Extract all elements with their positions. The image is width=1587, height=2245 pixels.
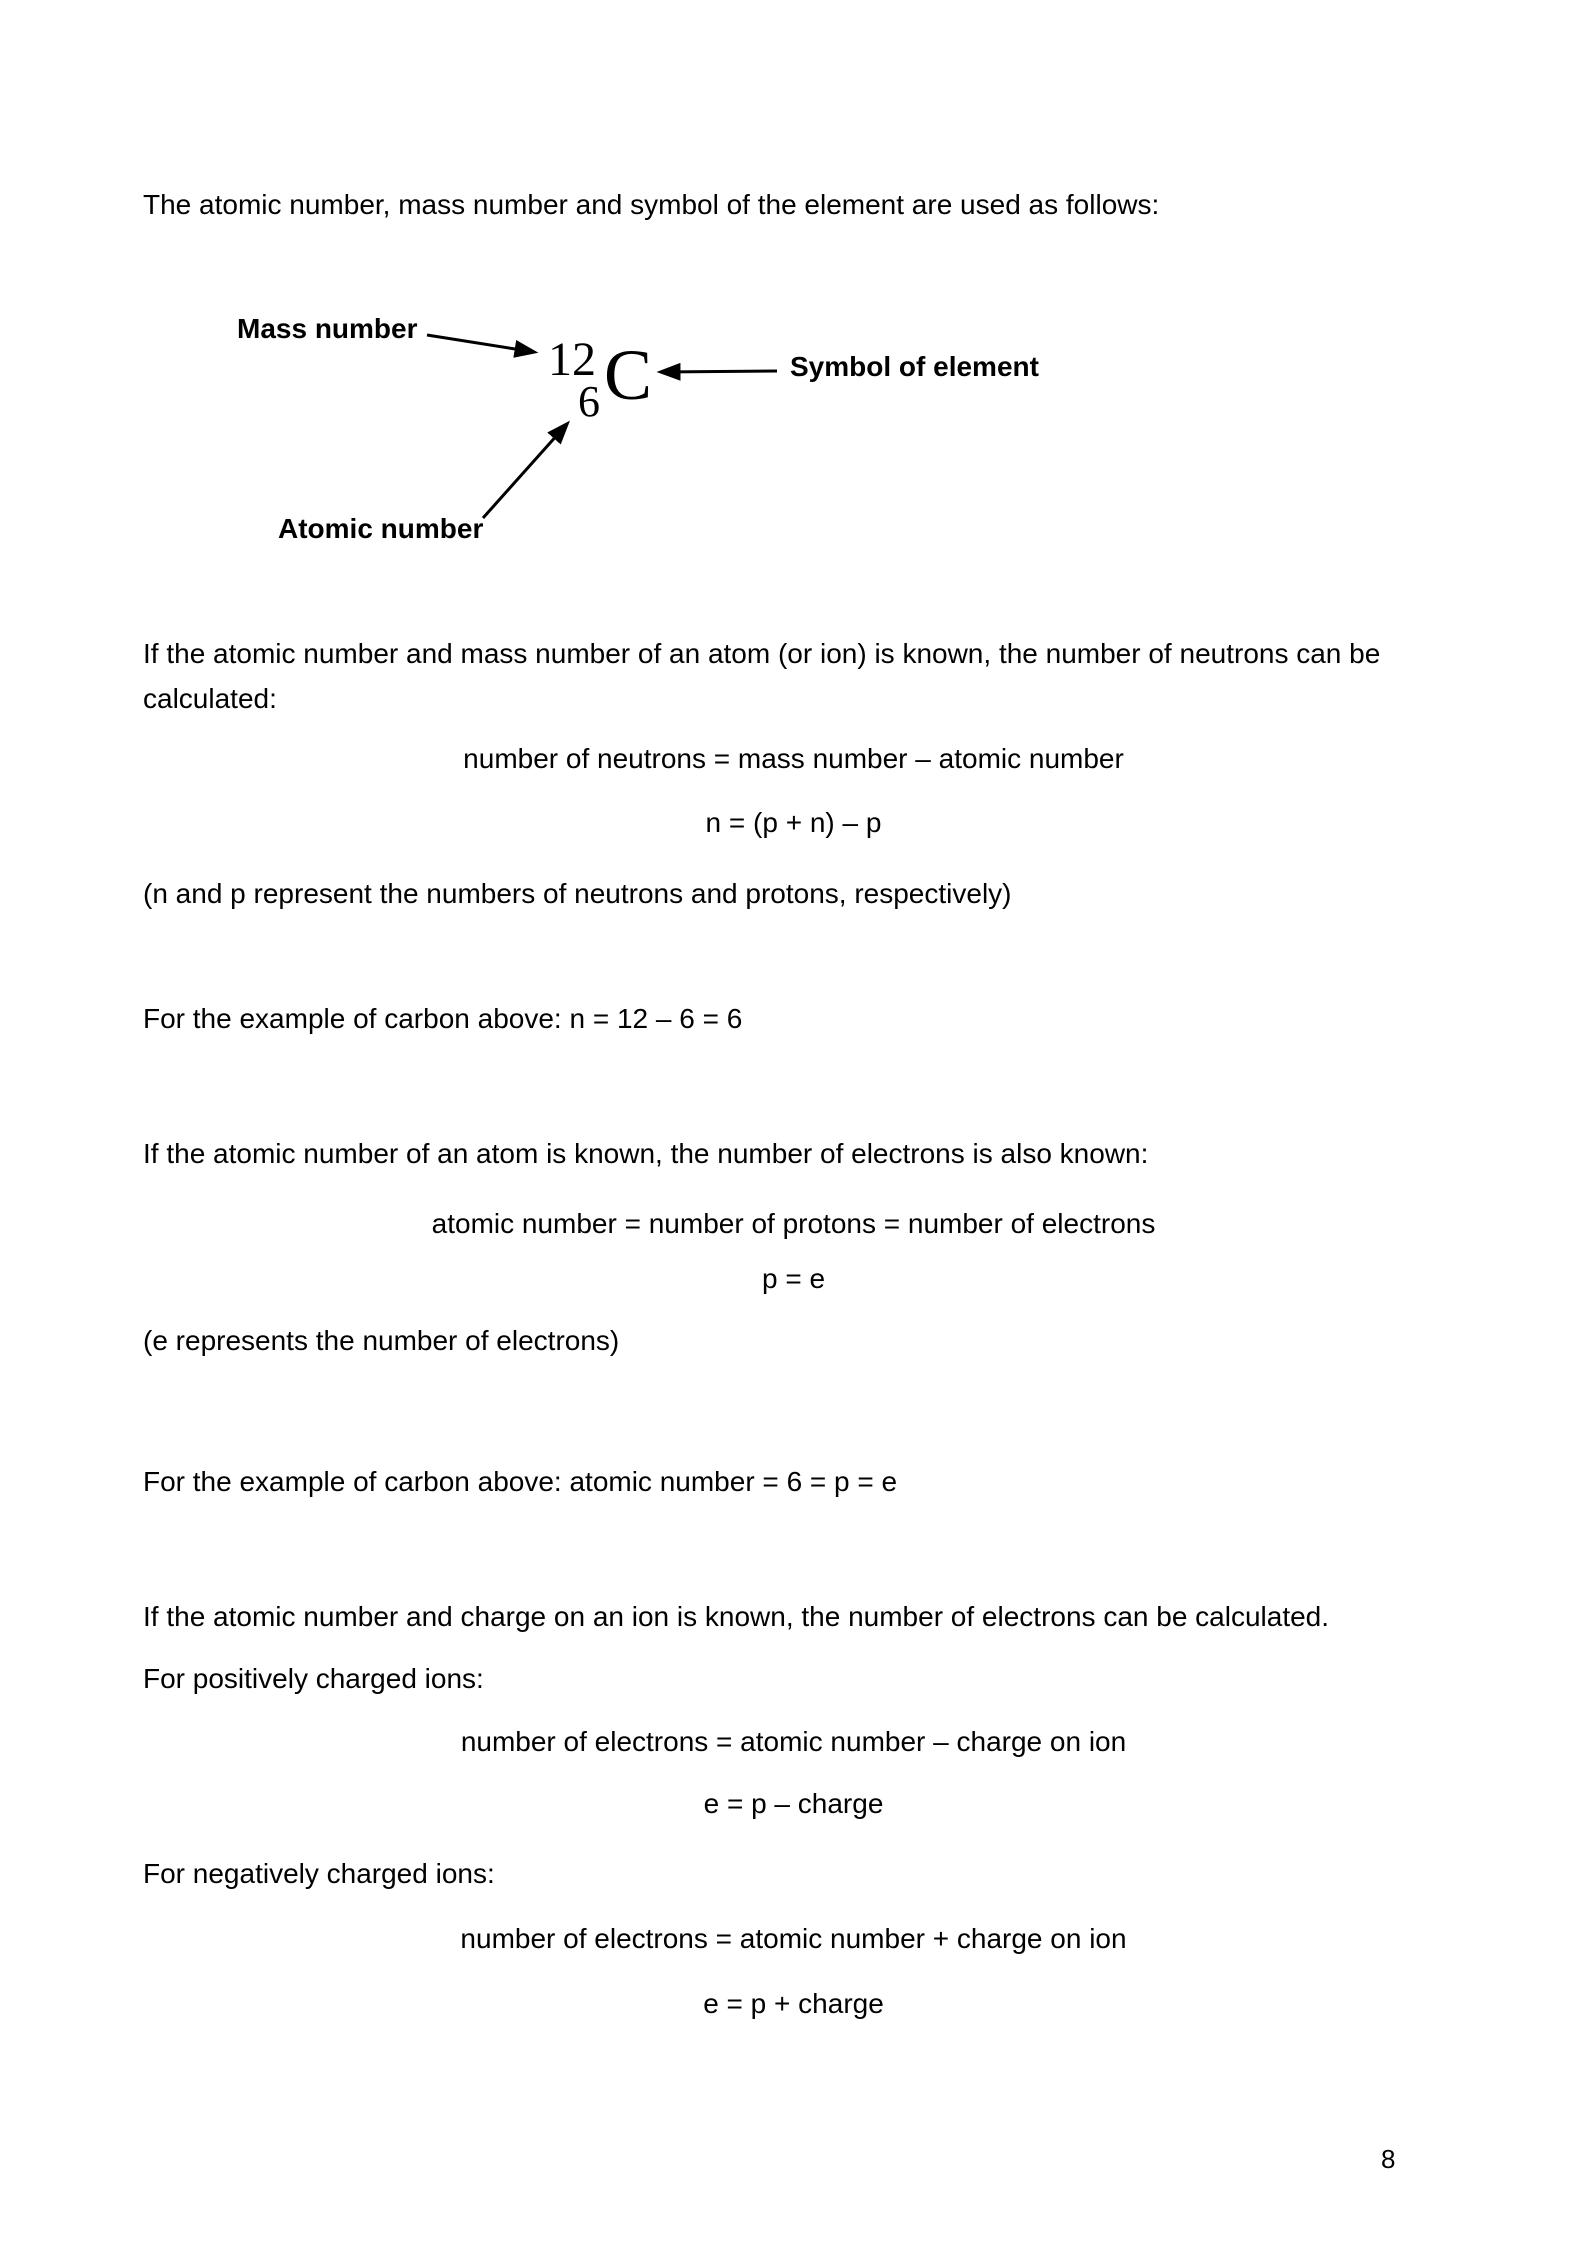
negative-ions-equation-words: number of electrons = atomic number + charge on ion: [460, 1923, 1127, 1954]
neutrons-intro: If the atomic number and mass number of an atom (or ion) is known, the number of neutrons can be calculated:: [143, 638, 1381, 714]
mass-number-label: Mass number: [237, 313, 418, 344]
atomic-number-label: Atomic number: [278, 513, 484, 544]
ions-intro: If the atomic number and charge on an ion is known, the number of electrons can be calculated.: [143, 1601, 1330, 1632]
negative-ions-label: For negatively charged ions:: [143, 1858, 495, 1889]
symbol-of-element-label: Symbol of element: [790, 351, 1039, 382]
electrons-equation-symbols: p = e: [761, 1263, 826, 1294]
positive-ions-equation-words: number of electrons = atomic number – charge on ion: [460, 1726, 1127, 1757]
page-number: 8: [1381, 2144, 1396, 2174]
neutrons-example: For the example of carbon above: n = 12 – 6 = 6: [143, 1003, 743, 1034]
intro-paragraph: The atomic number, mass number and symbol of the element are used as follows:: [143, 189, 1160, 220]
electrons-example: For the example of carbon above: atomic number = 6 = p = e: [143, 1466, 898, 1497]
electrons-note: (e represents the number of electrons): [143, 1325, 620, 1356]
negative-ions-equation-symbols: e = p + charge: [703, 1988, 884, 2019]
atomic-number-value: 6: [578, 377, 600, 426]
positive-ions-equation-symbols: e = p – charge: [703, 1788, 884, 1819]
mass-number-arrow: [427, 335, 534, 352]
neutrons-note: (n and p represent the numbers of neutrons and protons, respectively): [143, 878, 1012, 909]
neutrons-equation-words: number of neutrons = mass number – atomic number: [463, 743, 1124, 774]
symbol-of-element-arrow: [661, 371, 777, 372]
element-symbol: C: [604, 335, 653, 415]
neutrons-equation-symbols: n = (p + n) – p: [705, 807, 882, 838]
positive-ions-label: For positively charged ions:: [143, 1663, 484, 1694]
mass-number-value: 12: [548, 333, 596, 386]
diagram-arrows: [0, 300, 1100, 560]
electrons-intro: If the atomic number of an atom is known, the number of electrons is also known:: [143, 1138, 1149, 1169]
atomic-number-arrow: [483, 424, 567, 518]
electrons-equation-words: atomic number = number of protons = number of electrons: [431, 1208, 1156, 1239]
